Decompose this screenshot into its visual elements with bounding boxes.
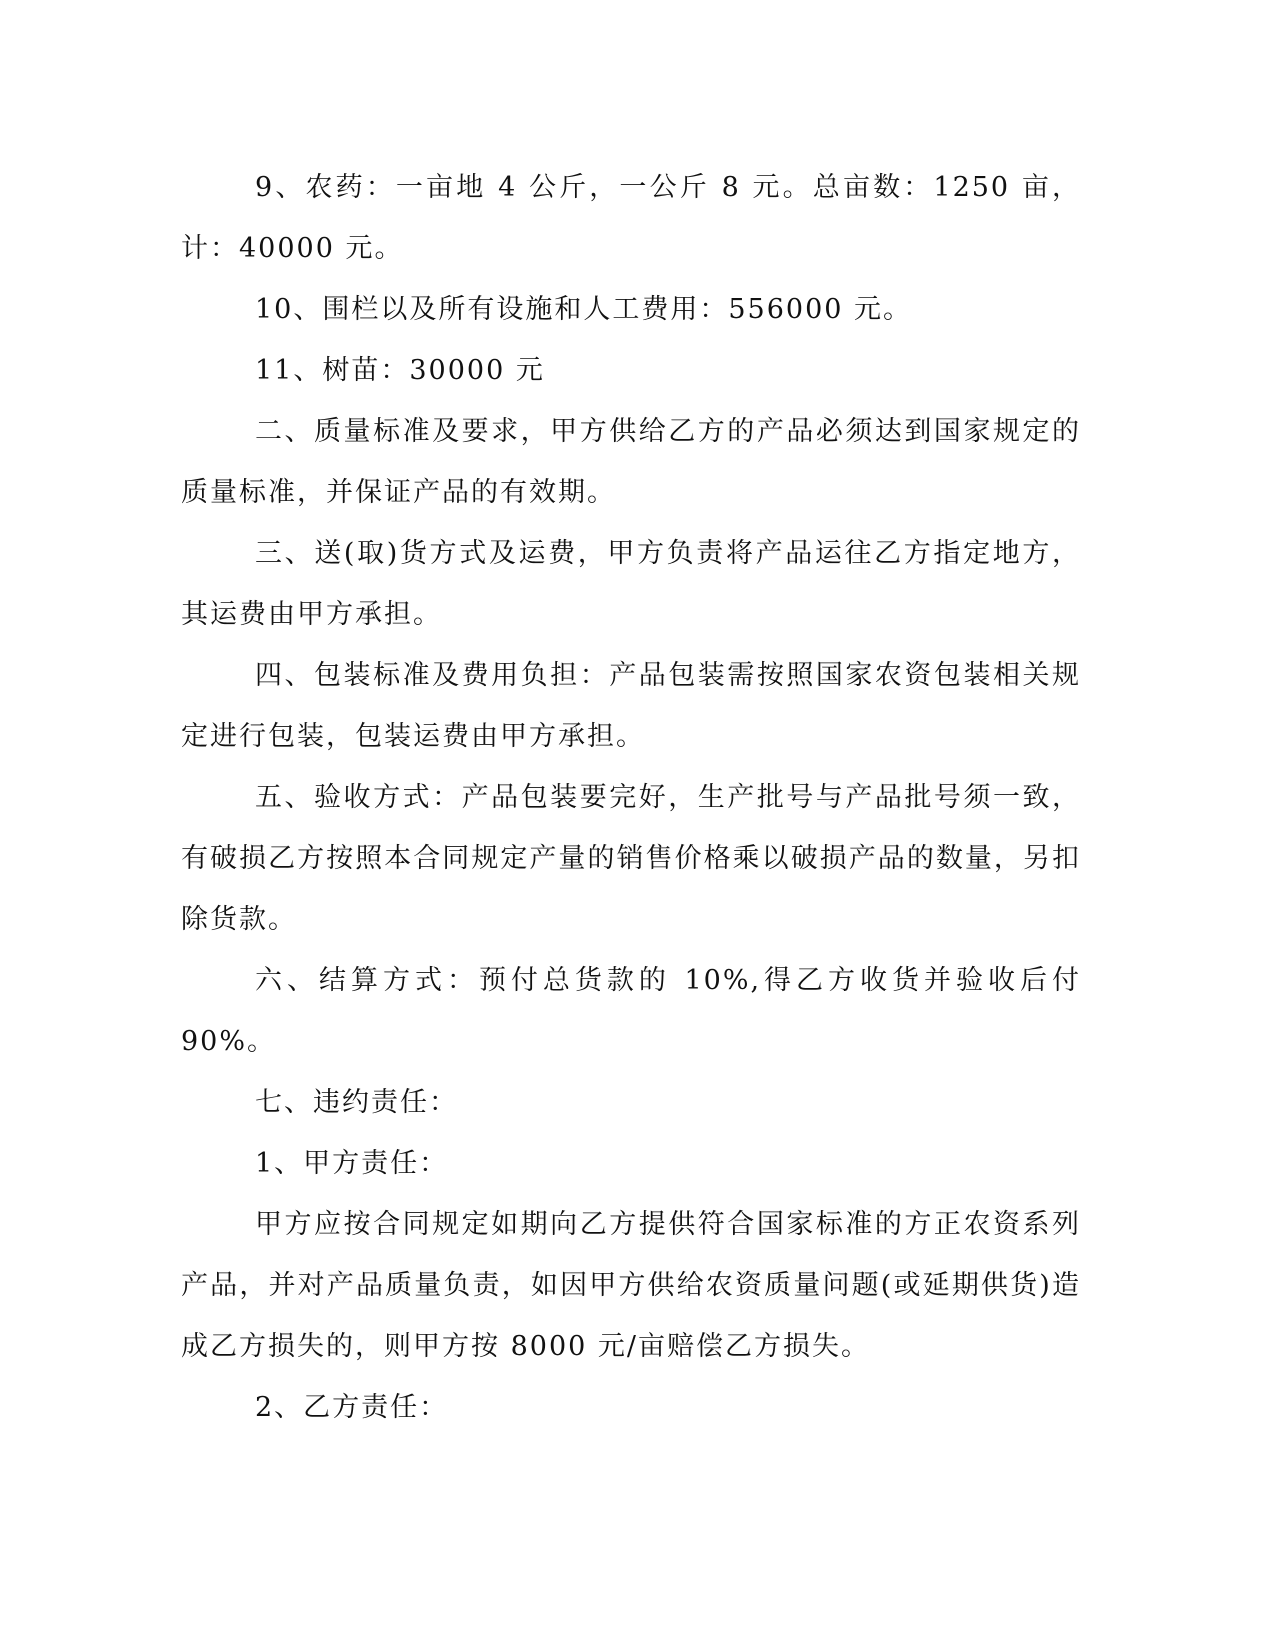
paragraph-quality-standard: 二、质量标准及要求，甲方供给乙方的产品必须达到国家规定的质量标准，并保证产品的有效期。 [181,416,1081,508]
paragraph-pesticide: 9、农药：一亩地 4 公斤，一公斤 8 元。总亩数：1250 亩，计：40000 元。 [181,172,1081,264]
paragraph-packaging: 四、包装标准及费用负担：产品包装需按照国家农资包装相关规定进行包装，包装运费由甲方承担。 [181,660,1081,752]
paragraph-acceptance: 五、验收方式：产品包装要完好，生产批号与产品批号须一致，有破损乙方按照本合同规定产量的销售价格乘以破损产品的数量，另扣除货款。 [181,782,1081,935]
paragraph-party-a-heading: 1、甲方责任： [255,1148,449,1179]
paragraph-liability-heading: 七、违约责任： [255,1087,458,1118]
paragraph-party-a-liability: 甲方应按合同规定如期向乙方提供符合国家标准的方正农资系列产品，并对产品质量负责，如因甲方供给农资质量问题(或延期供货)造成乙方损失的，则甲方按 8000 元/亩赔偿乙方损失。 [181,1209,1081,1362]
paragraph-seedlings: 11、树苗：30000 元 [255,355,545,386]
document-body [181,157,1081,1438]
paragraph-settlement: 六、结算方式：预付总货款的 10%,得乙方收货并验收后付 90%。 [181,965,1081,1057]
paragraph-party-b-heading: 2、乙方责任： [255,1392,449,1423]
paragraph-fence-cost: 10、围栏以及所有设施和人工费用：556000 元。 [255,294,913,325]
paragraph-delivery: 三、送(取)货方式及运费，甲方负责将产品运往乙方指定地方，其运费由甲方承担。 [181,538,1081,630]
